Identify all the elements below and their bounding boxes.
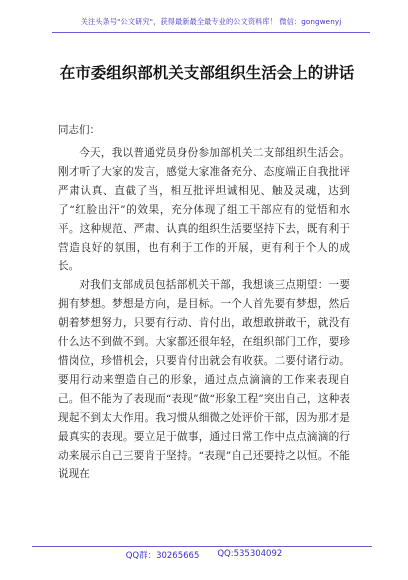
paragraph: 对我们支部成员包括部机关干部，我想谈三点期望：一要拥有梦想。梦想是方向，是目标。一个人首先要有梦想，然后朝着梦想努力，只要有行动、肯付出，敢想敢拼敢干，就没有什么达不到做不到。大家都还很年轻，在组织部门工作，要珍惜岗位，珍惜机会，只要肯付出就会有收获。二要付诸行动。要用行动来塑造自己的形象，通过点点滴滴的工作来表现自己。但不能为了表现而“表现”做“形象工程”突出自己，这种表现起不到太大作用。我习惯从细微之处评价干部，因为那才是最真实的表现。要立足于做事，通过日常工作中点点滴滴的行动来展示自己三要肯于坚持。“表现”自己还要持之以恒。不能说现在 <box>58 279 350 481</box>
footer <box>0 549 408 561</box>
footer-qq-group: QQ群：30265665 <box>125 551 200 561</box>
document-body <box>58 144 350 484</box>
salutation: 同志们： <box>58 124 100 136</box>
footer-qq: QQ:535304092 <box>217 549 283 559</box>
footer-divider <box>32 546 372 547</box>
document-title: 在市委组织部机关支部组织生活会上的讲话 <box>59 64 355 82</box>
paragraph: 今天，我以普通党员身份参加部机关二支部组织生活会。刚才听了大家的发言，感觉大家准备充分、态度端正自我批评严肃认真、直截了当，相互批评坦诚相见、触及灵魂，达到了“红脸出汗”的效果，充分体现了组工干部应有的觉悟和水平。这种规范、严肃、认真的组织生活要坚持下去，既有利于营造良好的氛围，也有利于工作的开展，更有利于个人的成长。 <box>58 147 350 273</box>
header-banner <box>52 12 370 33</box>
header-banner-text: 关注头条号"公文研究"，获得最新最全最专业的公文资料库！ 微信：gongwenyj <box>80 17 342 26</box>
